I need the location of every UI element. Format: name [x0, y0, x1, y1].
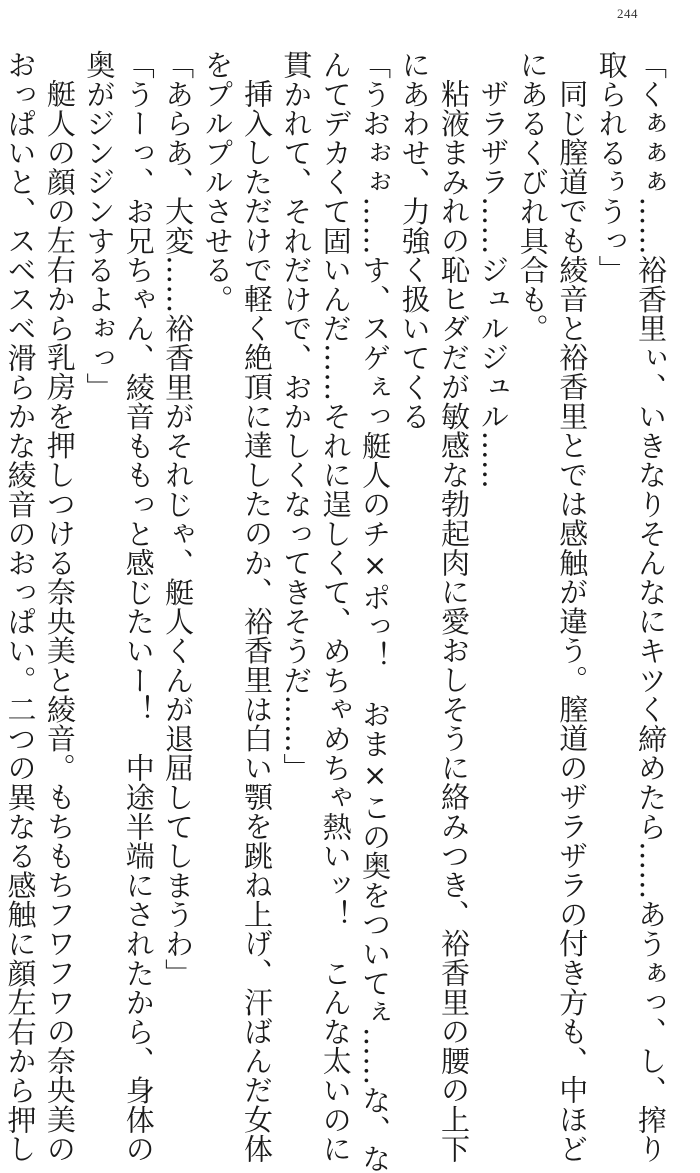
text-line: にあるくびれ具合も。: [515, 50, 550, 343]
text-line: 「あらあ、大変……裕香里がそれじゃ、艇人くんが退屈してしまうわ」: [161, 50, 196, 988]
page-number: 244: [617, 6, 638, 21]
text-line: 挿入しただけで軽く絶頂に達したのか、裕香里は白い顎を跳ね上げ、汗ばんだ女体: [239, 79, 274, 1164]
text-line: 貫かれて、それだけで、おかしくなってきそうだ……」: [279, 50, 314, 783]
text-line: をプルプルさせる。: [200, 50, 235, 314]
text-line: おっぱいと、スベスベ滑らかな綾音のおっぱい。二つの異なる感触に顔左右から押し: [3, 50, 38, 1164]
text-line: ザラザラ……ジュルジュル……: [476, 79, 511, 490]
text-line: 同じ膣道でも綾音と裕香里とでは感触が違う。膣道のザラザラの付き方も、中ほど: [555, 79, 590, 1164]
text-line: 取られるぅうっ」: [594, 50, 629, 285]
text-line: にあわせ、力強く扱いてくる: [397, 50, 432, 431]
text-line: 「うーっ、お兄ちゃん、綾音ももっと感じたいー！ 中途半端にされたから、身体の: [121, 50, 156, 1164]
text-line: 奥がジンジンするよぉっ」: [82, 50, 117, 402]
text-line: 「くぁぁぁ……裕香里ぃ、いきなりそんなにキツく締めたら……あうぁっ、し、搾り: [634, 50, 668, 1164]
novel-text-body: [0, 50, 670, 1173]
text-line: 艇人の顔の左右から乳房を押しつける奈央美と綾音。もちもちフワフワの奈央美の: [42, 79, 77, 1164]
text-line: 「うおぉぉ……す、スゲぇっ艇人のチ×ポっ！ おま×この奥をついてぇ……な、な: [358, 50, 393, 1173]
text-line: んてデカくて固いんだ……それに逞しくて、めちゃめちゃ熱いッ！ こんな太いのに: [318, 50, 353, 1164]
text-line: 粘液まみれの恥ヒダだが敏感な勃起肉に愛おしそうに絡みつき、裕香里の腰の上下: [436, 79, 471, 1164]
